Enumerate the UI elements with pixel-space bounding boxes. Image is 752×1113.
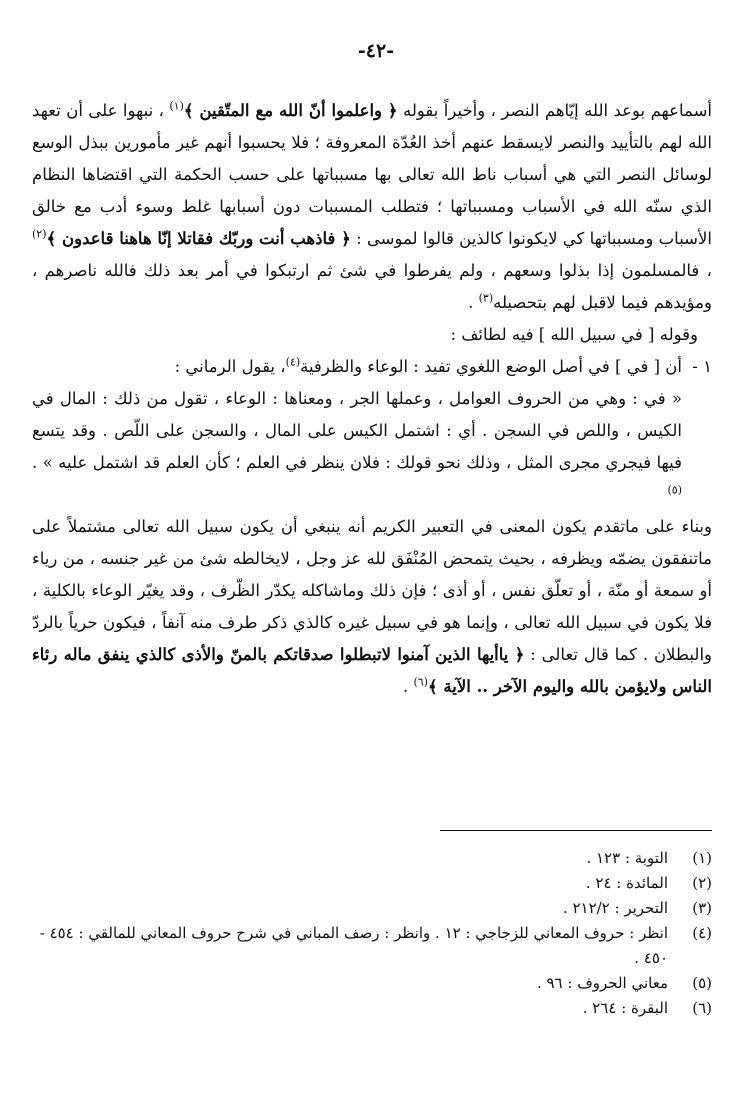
footnote-item <box>32 971 712 996</box>
footnote-item <box>32 921 712 971</box>
conclusion-end: . <box>402 677 414 696</box>
footnote-number: (٦) <box>692 999 712 1017</box>
footnote-item <box>32 996 712 1021</box>
page-number: -٤٢- <box>357 40 395 62</box>
footnote-ref-5: (٥) <box>667 483 682 497</box>
conclusion-body: وبناء على ماتقدم يكون المعنى في التعبير الكريم أنه ينبغي أن يكون سبيل الله تعالى مشتملاً على ماتنفقون يضمّه ويظرفه ، بحيث يتمحض المُنْفَق لله عز وجل ، لايخالطه شئ من غير جنسه ، من رياء أو سمعة أو منّة ، أو تعلّق نفس ، أو أذى ؛ فإن ذلك وماشاكله يكدّر الظّرف ، وقد يغيّر الوعاء بالكلية ، فلا يكون في سبيل الله تعالى ، وإنما هو في سبيل غيره كالذي ذكر طرف منه آنفاً ، فيكون حرياً بالردّ والبطلان . كما قال تعالى : <box>32 517 712 664</box>
footnote-number: (١) <box>692 849 712 867</box>
point-1-tail: ، يقول الرماني : <box>174 357 286 376</box>
footnote-item <box>32 896 712 921</box>
footnote-ref-1: (١) <box>169 99 184 113</box>
footnote-text: المائدة : ٢٤ . <box>585 874 668 892</box>
footnote-text: البقرة : ٢٦٤ . <box>582 999 668 1017</box>
footnote-number: (٣) <box>692 899 712 917</box>
footnote-number: (٥) <box>692 974 712 992</box>
point-1-lead: أن [ في ] في أصل الوضع اللغوي تفيد : الوعاء والظرفية <box>300 357 682 376</box>
main-text <box>32 95 712 703</box>
section-intro: وقوله [ في سبيل الله ] فيه لطائف : <box>450 325 698 344</box>
paragraph-1-body: ، نبهوا على أن تعهد الله لهم بالتأييد والنصر لايسقط عنهم أخذ العُدّة المعروفة ؛ فلا يحسبوا أنهم غير مأمورين ببذل الوسع لوسائل النصر التي هي أسباب ناط الله تعالى بها مسبباتها على حسب الحكمة التي اقتضاها النظام الذي سنّه الله في الأسباب ومسبباتها ؛ فتطلب المسببات دون أسبابها غلط وسوء أدب مع خالق الأسباب ومسبباتها كي لايكونوا كالذين قالوا لموسى : <box>32 101 712 248</box>
footnote-ref-3: (٣) <box>478 291 494 305</box>
paragraph-1-end: . <box>468 293 479 312</box>
paragraph-1-lead: أسماعهم بوعد الله إيّاهم النصر ، وأخيراً بقوله <box>397 101 712 120</box>
rummani-quote <box>32 383 712 511</box>
footnote-divider <box>440 830 712 831</box>
paragraph-conclusion <box>32 511 712 703</box>
footnote-text: انظر : حروف المعاني للزجاجي : ١٢ . وانظر : رصف المباني في شرح حروف المعاني للمالقي : ٤٥٤ - ٤٥٠ . <box>39 924 668 967</box>
footnote-item <box>32 871 712 896</box>
point-number: ١ - <box>692 357 712 376</box>
quran-verse-3: ﴿ ياأيها الذين آمنوا لاتبطلوا صدقاتكم بالمنّ والأذى كالذي ينفق ماله رئاء الناس ولايؤمن بالله واليوم الآخر .. الآية ﴾ <box>32 645 712 696</box>
footnote-ref-6: (٦) <box>413 675 428 689</box>
paragraph-1 <box>32 95 712 319</box>
footnote-text: التحرير : ٢١٢/٢ . <box>562 899 668 917</box>
footnote-ref-4: (٤) <box>285 355 301 369</box>
footnote-number: (٤) <box>692 924 712 942</box>
footnote-text: معاني الحروف : ٩٦ . <box>536 974 668 992</box>
quran-verse-2: ﴿ فاذهب أنت وربّك فقاتلا إنّا هاهنا قاعدون ﴾ <box>46 229 351 248</box>
numbered-point-1 <box>32 351 712 383</box>
footnotes <box>32 846 712 1021</box>
footnote-number: (٢) <box>692 874 712 892</box>
quran-verse-1: ﴿ واعلموا أنّ الله مع المتّقين ﴾ <box>183 101 398 120</box>
footnote-ref-2: (٢) <box>32 227 47 241</box>
quote-text: « في : وهي من الحروف العوامل ، وعملها الجر ، ومعناها : الوعاء ، تقول من ذلك : المال في الكيس ، واللص في السجن . أي : اشتمل الكيس على المال ، والسجن على اللّص . وقد يتسع فيها فيجري مجرى المثل ، وذلك نحو قولك : فلان ينظر في العلم ؛ كأن العلم قد اشتمل عليه » . <box>32 389 682 472</box>
footnote-item <box>32 846 712 871</box>
footnote-text: التوبة : ١٢٣ . <box>586 849 668 867</box>
paragraph-1-tail: ، فالمسلمون إذا بذلوا وسعهم ، ولم يفرطوا في شئ ثم ارتبكوا في أمر بعد ذلك فالله ناصرهم ، ومؤيدهم فيما لاقبل لهم بتحصيله <box>32 261 712 312</box>
